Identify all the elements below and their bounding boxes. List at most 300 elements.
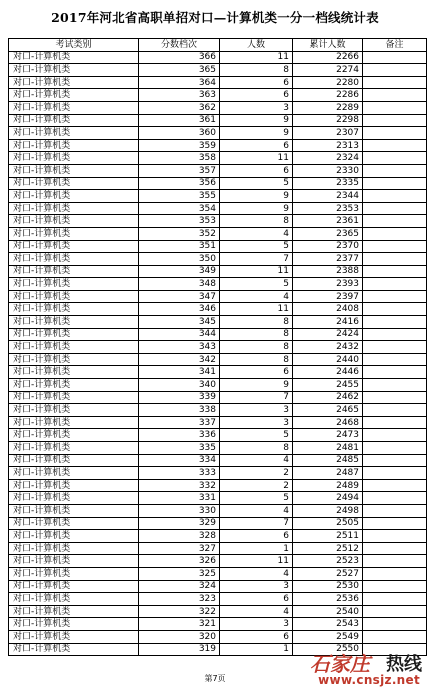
cell-score-level: 324: [139, 580, 220, 593]
table-row: [9, 366, 427, 379]
cell-exam-category: 对口-计算机类: [9, 630, 139, 643]
cell-cumulative-count: 2505: [293, 517, 363, 530]
cell-count: 4: [220, 605, 293, 618]
cell-remarks: [363, 139, 427, 152]
cell-count: 1: [220, 643, 293, 656]
cell-score-level: 326: [139, 555, 220, 568]
header-remarks: 备注: [363, 39, 427, 52]
cell-remarks: [363, 265, 427, 278]
cell-remarks: [363, 240, 427, 253]
cell-score-level: 365: [139, 64, 220, 77]
cell-score-level: 323: [139, 593, 220, 606]
header-count: 人数: [220, 39, 293, 52]
cell-remarks: [363, 64, 427, 77]
cell-score-level: 332: [139, 479, 220, 492]
cell-cumulative-count: 2455: [293, 379, 363, 392]
cell-exam-category: 对口-计算机类: [9, 492, 139, 505]
cell-exam-category: 对口-计算机类: [9, 64, 139, 77]
table-row: [9, 164, 427, 177]
table-header-row: [9, 39, 427, 52]
cell-exam-category: 对口-计算机类: [9, 177, 139, 190]
cell-exam-category: 对口-计算机类: [9, 341, 139, 354]
cell-score-level: 360: [139, 127, 220, 140]
cell-exam-category: 对口-计算机类: [9, 227, 139, 240]
cell-score-level: 349: [139, 265, 220, 278]
cell-cumulative-count: 2489: [293, 479, 363, 492]
cell-cumulative-count: 2344: [293, 190, 363, 203]
cell-count: 8: [220, 64, 293, 77]
cell-score-level: 334: [139, 454, 220, 467]
watermark-url: www.cnsjz.net: [318, 673, 420, 687]
cell-score-level: 366: [139, 51, 220, 64]
cell-score-level: 341: [139, 366, 220, 379]
cell-cumulative-count: 2494: [293, 492, 363, 505]
cell-exam-category: 对口-计算机类: [9, 101, 139, 114]
cell-cumulative-count: 2549: [293, 630, 363, 643]
cell-exam-category: 对口-计算机类: [9, 454, 139, 467]
cell-score-level: 343: [139, 341, 220, 354]
cell-cumulative-count: 2481: [293, 442, 363, 455]
cell-cumulative-count: 2416: [293, 316, 363, 329]
cell-remarks: [363, 517, 427, 530]
cell-exam-category: 对口-计算机类: [9, 51, 139, 64]
table-row: [9, 278, 427, 291]
table-row: [9, 618, 427, 631]
cell-count: 7: [220, 391, 293, 404]
table-row: [9, 64, 427, 77]
cell-score-level: 359: [139, 139, 220, 152]
cell-count: 4: [220, 227, 293, 240]
table-row: [9, 152, 427, 165]
cell-remarks: [363, 467, 427, 480]
cell-score-level: 354: [139, 202, 220, 215]
header-cumulative-count: 累计人数: [293, 39, 363, 52]
cell-remarks: [363, 215, 427, 228]
cell-count: 5: [220, 240, 293, 253]
header-exam-category: 考试类别: [9, 39, 139, 52]
cell-remarks: [363, 227, 427, 240]
cell-cumulative-count: 2523: [293, 555, 363, 568]
cell-score-level: 364: [139, 76, 220, 89]
cell-remarks: [363, 341, 427, 354]
cell-cumulative-count: 2512: [293, 542, 363, 555]
cell-cumulative-count: 2473: [293, 429, 363, 442]
table-row: [9, 215, 427, 228]
cell-remarks: [363, 127, 427, 140]
cell-exam-category: 对口-计算机类: [9, 89, 139, 102]
cell-count: 8: [220, 215, 293, 228]
cell-exam-category: 对口-计算机类: [9, 164, 139, 177]
table-row: [9, 202, 427, 215]
cell-cumulative-count: 2370: [293, 240, 363, 253]
table-row: [9, 580, 427, 593]
cell-count: 9: [220, 190, 293, 203]
cell-cumulative-count: 2543: [293, 618, 363, 631]
table-row: [9, 353, 427, 366]
cell-score-level: 337: [139, 416, 220, 429]
cell-score-level: 328: [139, 530, 220, 543]
cell-remarks: [363, 504, 427, 517]
cell-exam-category: 对口-计算机类: [9, 139, 139, 152]
cell-score-level: 333: [139, 467, 220, 480]
cell-count: 6: [220, 630, 293, 643]
cell-exam-category: 对口-计算机类: [9, 353, 139, 366]
cell-remarks: [363, 580, 427, 593]
cell-cumulative-count: 2286: [293, 89, 363, 102]
cell-cumulative-count: 2377: [293, 253, 363, 266]
cell-remarks: [363, 278, 427, 291]
cell-count: 9: [220, 379, 293, 392]
cell-remarks: [363, 328, 427, 341]
cell-score-level: 330: [139, 504, 220, 517]
cell-score-level: 357: [139, 164, 220, 177]
cell-count: 8: [220, 328, 293, 341]
cell-cumulative-count: 2388: [293, 265, 363, 278]
cell-score-level: 340: [139, 379, 220, 392]
cell-remarks: [363, 76, 427, 89]
table-row: [9, 101, 427, 114]
cell-score-level: 345: [139, 316, 220, 329]
cell-remarks: [363, 366, 427, 379]
cell-count: 2: [220, 479, 293, 492]
cell-remarks: [363, 542, 427, 555]
cell-count: 5: [220, 278, 293, 291]
watermark-logo: [264, 648, 424, 688]
table-row: [9, 127, 427, 140]
cell-score-level: 363: [139, 89, 220, 102]
cell-score-level: 319: [139, 643, 220, 656]
cell-cumulative-count: 2446: [293, 366, 363, 379]
cell-remarks: [363, 253, 427, 266]
cell-exam-category: 对口-计算机类: [9, 366, 139, 379]
cell-remarks: [363, 290, 427, 303]
cell-cumulative-count: 2266: [293, 51, 363, 64]
cell-score-level: 355: [139, 190, 220, 203]
cell-cumulative-count: 2298: [293, 114, 363, 127]
cell-cumulative-count: 2498: [293, 504, 363, 517]
cell-exam-category: 对口-计算机类: [9, 442, 139, 455]
cell-score-level: 321: [139, 618, 220, 631]
cell-remarks: [363, 152, 427, 165]
cell-remarks: [363, 202, 427, 215]
table-row: [9, 492, 427, 505]
cell-exam-category: 对口-计算机类: [9, 202, 139, 215]
table-row: [9, 429, 427, 442]
cell-remarks: [363, 89, 427, 102]
cell-remarks: [363, 164, 427, 177]
cell-remarks: [363, 618, 427, 631]
cell-exam-category: 对口-计算机类: [9, 114, 139, 127]
cell-count: 8: [220, 442, 293, 455]
cell-count: 11: [220, 303, 293, 316]
table-row: [9, 391, 427, 404]
cell-exam-category: 对口-计算机类: [9, 278, 139, 291]
cell-score-level: 351: [139, 240, 220, 253]
page-title: 2017年河北省高职单招对口—计算机类一分一档线统计表: [51, 10, 379, 25]
cell-cumulative-count: 2540: [293, 605, 363, 618]
table-row: [9, 227, 427, 240]
table-row: [9, 265, 427, 278]
cell-score-level: 342: [139, 353, 220, 366]
table-row: [9, 341, 427, 354]
cell-count: 4: [220, 290, 293, 303]
cell-count: 4: [220, 454, 293, 467]
cell-score-level: 331: [139, 492, 220, 505]
table-row: [9, 139, 427, 152]
cell-count: 2: [220, 467, 293, 480]
cell-exam-category: 对口-计算机类: [9, 542, 139, 555]
cell-exam-category: 对口-计算机类: [9, 567, 139, 580]
cell-cumulative-count: 2465: [293, 404, 363, 417]
page-number: 第7页: [204, 674, 226, 683]
cell-count: 4: [220, 504, 293, 517]
cell-count: 8: [220, 316, 293, 329]
table-body: [9, 51, 427, 656]
cell-count: 5: [220, 492, 293, 505]
cell-cumulative-count: 2440: [293, 353, 363, 366]
cell-score-level: 362: [139, 101, 220, 114]
cell-count: 1: [220, 542, 293, 555]
cell-cumulative-count: 2335: [293, 177, 363, 190]
cell-remarks: [363, 316, 427, 329]
cell-count: 11: [220, 152, 293, 165]
cell-cumulative-count: 2397: [293, 290, 363, 303]
cell-remarks: [363, 177, 427, 190]
cell-count: 7: [220, 253, 293, 266]
cell-cumulative-count: 2307: [293, 127, 363, 140]
cell-score-level: 338: [139, 404, 220, 417]
cell-cumulative-count: 2511: [293, 530, 363, 543]
cell-score-level: 358: [139, 152, 220, 165]
cell-remarks: [363, 454, 427, 467]
cell-cumulative-count: 2330: [293, 164, 363, 177]
table-row: [9, 454, 427, 467]
cell-cumulative-count: 2313: [293, 139, 363, 152]
cell-count: 4: [220, 567, 293, 580]
cell-cumulative-count: 2424: [293, 328, 363, 341]
cell-cumulative-count: 2280: [293, 76, 363, 89]
cell-score-level: 352: [139, 227, 220, 240]
cell-exam-category: 对口-计算机类: [9, 152, 139, 165]
cell-exam-category: 对口-计算机类: [9, 290, 139, 303]
cell-cumulative-count: 2530: [293, 580, 363, 593]
cell-exam-category: 对口-计算机类: [9, 379, 139, 392]
table-row: [9, 555, 427, 568]
header-score-level: 分数档次: [139, 39, 220, 52]
cell-count: 6: [220, 366, 293, 379]
table-row: [9, 567, 427, 580]
cell-remarks: [363, 479, 427, 492]
cell-remarks: [363, 379, 427, 392]
cell-remarks: [363, 492, 427, 505]
cell-exam-category: 对口-计算机类: [9, 580, 139, 593]
table-row: [9, 114, 427, 127]
cell-exam-category: 对口-计算机类: [9, 605, 139, 618]
table-row: [9, 290, 427, 303]
cell-exam-category: 对口-计算机类: [9, 479, 139, 492]
table-row: [9, 379, 427, 392]
cell-cumulative-count: 2393: [293, 278, 363, 291]
cell-exam-category: 对口-计算机类: [9, 416, 139, 429]
cell-exam-category: 对口-计算机类: [9, 127, 139, 140]
cell-remarks: [363, 303, 427, 316]
cell-count: 11: [220, 555, 293, 568]
cell-cumulative-count: 2274: [293, 64, 363, 77]
cell-count: 6: [220, 164, 293, 177]
cell-count: 5: [220, 429, 293, 442]
cell-count: 7: [220, 517, 293, 530]
cell-score-level: 347: [139, 290, 220, 303]
cell-count: 6: [220, 139, 293, 152]
cell-count: 9: [220, 114, 293, 127]
cell-exam-category: 对口-计算机类: [9, 429, 139, 442]
cell-exam-category: 对口-计算机类: [9, 404, 139, 417]
cell-remarks: [363, 391, 427, 404]
table-row: [9, 467, 427, 480]
cell-score-level: 322: [139, 605, 220, 618]
cell-exam-category: 对口-计算机类: [9, 643, 139, 656]
cell-cumulative-count: 2462: [293, 391, 363, 404]
cell-remarks: [363, 593, 427, 606]
watermark-name-black: 热线: [386, 654, 422, 675]
cell-cumulative-count: 2408: [293, 303, 363, 316]
cell-remarks: [363, 416, 427, 429]
cell-cumulative-count: 2536: [293, 593, 363, 606]
score-table: [8, 38, 427, 656]
cell-cumulative-count: 2324: [293, 152, 363, 165]
cell-count: 9: [220, 127, 293, 140]
cell-score-level: 325: [139, 567, 220, 580]
cell-exam-category: 对口-计算机类: [9, 467, 139, 480]
table-row: [9, 76, 427, 89]
cell-exam-category: 对口-计算机类: [9, 240, 139, 253]
cell-exam-category: 对口-计算机类: [9, 593, 139, 606]
cell-cumulative-count: 2487: [293, 467, 363, 480]
cell-score-level: 329: [139, 517, 220, 530]
table-row: [9, 542, 427, 555]
cell-count: 9: [220, 202, 293, 215]
table-row: [9, 240, 427, 253]
cell-score-level: 320: [139, 630, 220, 643]
cell-score-level: 335: [139, 442, 220, 455]
cell-cumulative-count: 2468: [293, 416, 363, 429]
cell-count: 11: [220, 51, 293, 64]
cell-cumulative-count: 2289: [293, 101, 363, 114]
cell-count: 6: [220, 530, 293, 543]
cell-remarks: [363, 442, 427, 455]
cell-score-level: 344: [139, 328, 220, 341]
cell-remarks: [363, 51, 427, 64]
table-row: [9, 328, 427, 341]
table-row: [9, 605, 427, 618]
cell-count: 6: [220, 89, 293, 102]
cell-score-level: 356: [139, 177, 220, 190]
cell-cumulative-count: 2432: [293, 341, 363, 354]
table-row: [9, 630, 427, 643]
cell-score-level: 327: [139, 542, 220, 555]
cell-count: 5: [220, 177, 293, 190]
cell-score-level: 350: [139, 253, 220, 266]
table-row: [9, 51, 427, 64]
table-row: [9, 479, 427, 492]
cell-exam-category: 对口-计算机类: [9, 253, 139, 266]
cell-exam-category: 对口-计算机类: [9, 265, 139, 278]
cell-exam-category: 对口-计算机类: [9, 530, 139, 543]
cell-cumulative-count: 2527: [293, 567, 363, 580]
table-row: [9, 89, 427, 102]
cell-exam-category: 对口-计算机类: [9, 76, 139, 89]
table-row: [9, 442, 427, 455]
cell-exam-category: 对口-计算机类: [9, 517, 139, 530]
table-row: [9, 303, 427, 316]
cell-count: 6: [220, 593, 293, 606]
cell-exam-category: 对口-计算机类: [9, 328, 139, 341]
cell-exam-category: 对口-计算机类: [9, 391, 139, 404]
cell-remarks: [363, 190, 427, 203]
cell-remarks: [363, 630, 427, 643]
cell-remarks: [363, 530, 427, 543]
cell-count: 3: [220, 416, 293, 429]
cell-score-level: 336: [139, 429, 220, 442]
cell-count: 11: [220, 265, 293, 278]
cell-score-level: 348: [139, 278, 220, 291]
cell-cumulative-count: 2550: [293, 643, 363, 656]
table-row: [9, 517, 427, 530]
watermark-name-red: 石家庄: [310, 652, 370, 676]
cell-remarks: [363, 114, 427, 127]
cell-remarks: [363, 555, 427, 568]
cell-exam-category: 对口-计算机类: [9, 303, 139, 316]
cell-exam-category: 对口-计算机类: [9, 555, 139, 568]
cell-exam-category: 对口-计算机类: [9, 215, 139, 228]
cell-cumulative-count: 2361: [293, 215, 363, 228]
cell-count: 8: [220, 353, 293, 366]
cell-remarks: [363, 101, 427, 114]
cell-score-level: 339: [139, 391, 220, 404]
table-row: [9, 404, 427, 417]
cell-cumulative-count: 2365: [293, 227, 363, 240]
table-row: [9, 253, 427, 266]
table-row: [9, 593, 427, 606]
table-row: [9, 504, 427, 517]
cell-remarks: [363, 605, 427, 618]
cell-count: 6: [220, 76, 293, 89]
cell-count: 3: [220, 580, 293, 593]
cell-exam-category: 对口-计算机类: [9, 504, 139, 517]
table-row: [9, 416, 427, 429]
table-row: [9, 177, 427, 190]
cell-remarks: [363, 404, 427, 417]
cell-cumulative-count: 2353: [293, 202, 363, 215]
cell-count: 3: [220, 618, 293, 631]
cell-exam-category: 对口-计算机类: [9, 316, 139, 329]
table-row: [9, 316, 427, 329]
cell-exam-category: 对口-计算机类: [9, 190, 139, 203]
cell-cumulative-count: 2485: [293, 454, 363, 467]
cell-score-level: 353: [139, 215, 220, 228]
cell-remarks: [363, 567, 427, 580]
cell-remarks: [363, 353, 427, 366]
cell-remarks: [363, 429, 427, 442]
cell-exam-category: 对口-计算机类: [9, 618, 139, 631]
cell-count: 8: [220, 341, 293, 354]
table-row: [9, 530, 427, 543]
cell-score-level: 361: [139, 114, 220, 127]
cell-score-level: 346: [139, 303, 220, 316]
table-row: [9, 190, 427, 203]
cell-count: 3: [220, 404, 293, 417]
cell-count: 3: [220, 101, 293, 114]
